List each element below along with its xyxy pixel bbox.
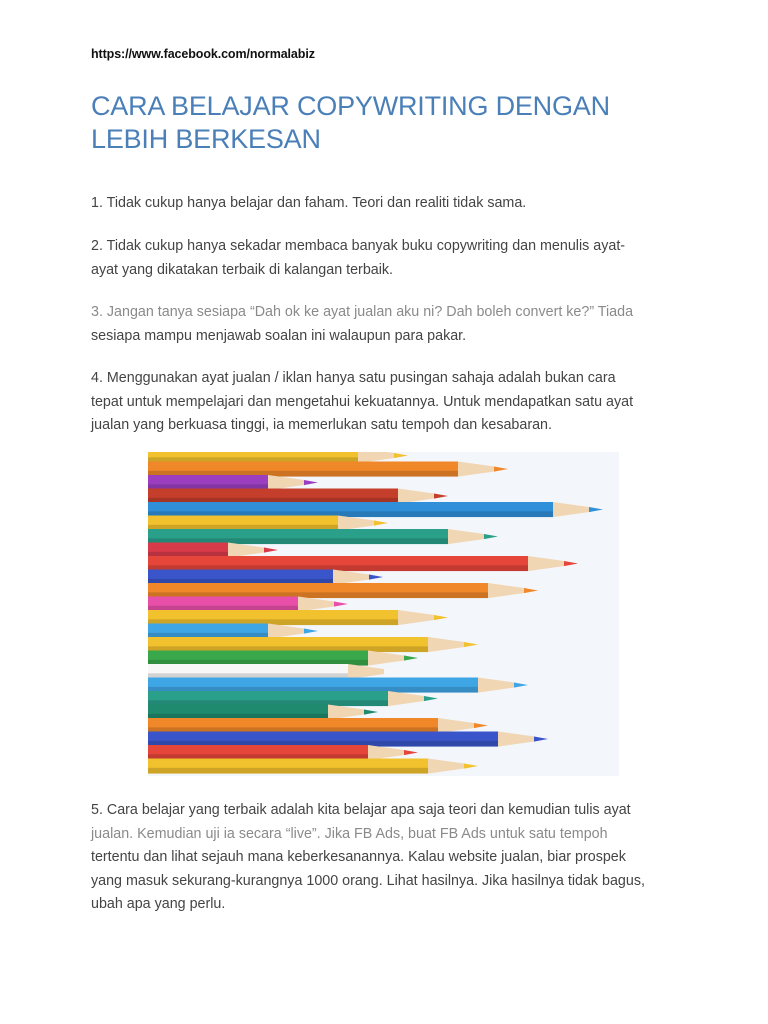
pencil	[148, 678, 528, 693]
point-2-line-1: 2. Tidak cukup hanya sekadar membaca banyak buku copywriting dan menulis ayat-	[91, 238, 626, 254]
pencil	[148, 610, 448, 625]
pencil	[148, 462, 508, 477]
pencil	[148, 452, 408, 463]
pencil	[148, 502, 603, 517]
point-1-text: 1. Tidak cukup hanya belajar dan faham. Teori dan realiti tidak sama.	[91, 195, 527, 211]
point-5	[91, 799, 676, 917]
point-5-line-5: ubah apa yang perlu.	[91, 896, 226, 912]
facebook-link[interactable]: https://www.facebook.com/normalabiz	[91, 47, 315, 61]
pencil	[148, 718, 488, 733]
point-4-line-2: tepat untuk mempelajari dan mengetahui kekuatannya. Untuk mendapatkan satu ayat	[91, 393, 634, 410]
pencil	[148, 583, 538, 598]
title-line-1: CARA BELAJAR COPYWRITING DENGAN	[91, 91, 610, 121]
point-3	[91, 301, 676, 348]
point-5-line-2: jualan. Kemudian uji ia secara “live”. Jika FB Ads, buat FB Ads untuk satu tempoh	[91, 825, 608, 842]
colored-pencils-photo	[148, 452, 619, 776]
pencil	[148, 705, 378, 720]
pencil	[148, 732, 548, 747]
point-2	[91, 235, 676, 282]
point-4-line-1: 4. Menggunakan ayat jualan / iklan hanya satu pusingan sahaja adalah bukan cara	[91, 370, 616, 386]
pencil	[148, 489, 448, 504]
article-title	[91, 90, 691, 156]
point-1	[91, 192, 676, 216]
pencil	[148, 624, 318, 639]
pencils-illustration	[148, 452, 619, 776]
pencil	[148, 556, 578, 571]
pencil	[148, 664, 398, 679]
pencil	[148, 516, 388, 531]
pencil	[148, 745, 418, 760]
pencil	[148, 637, 478, 652]
pencil	[148, 570, 383, 585]
point-5-line-4: yang masuk sekurang-kurangnya 1000 orang. Lihat hasilnya. Jika hasilnya tidak bagus,	[91, 872, 645, 889]
title-line-2: LEBIH BERKESAN	[91, 124, 321, 154]
point-2-line-2: ayat yang dikatakan terbaik di kalangan terbaik.	[91, 261, 394, 278]
point-3-line-1: 3. Jangan tanya sesiapa “Dah ok ke ayat jualan aku ni? Dah boleh convert ke?” Tiada	[91, 304, 634, 320]
pencil	[148, 759, 478, 774]
point-5-line-1: 5. Cara belajar yang terbaik adalah kita belajar apa saja teori dan kemudian tulis ayat	[91, 802, 631, 818]
pencil	[148, 543, 278, 558]
pencil	[148, 597, 348, 612]
point-5-line-3: tertentu dan lihat sejauh mana keberkesanannya. Kalau website jualan, biar prospek	[91, 849, 626, 865]
pencil	[148, 475, 318, 490]
point-4	[91, 367, 676, 438]
pencil	[148, 691, 438, 706]
point-3-line-2: sesiapa mampu menjawab soalan ini walaupun para pakar.	[91, 327, 467, 344]
pencil	[148, 529, 498, 544]
pencil	[148, 651, 418, 666]
point-4-line-3: jualan yang berkuasa tinggi, ia memerlukan satu tempoh dan kesabaran.	[91, 417, 552, 433]
